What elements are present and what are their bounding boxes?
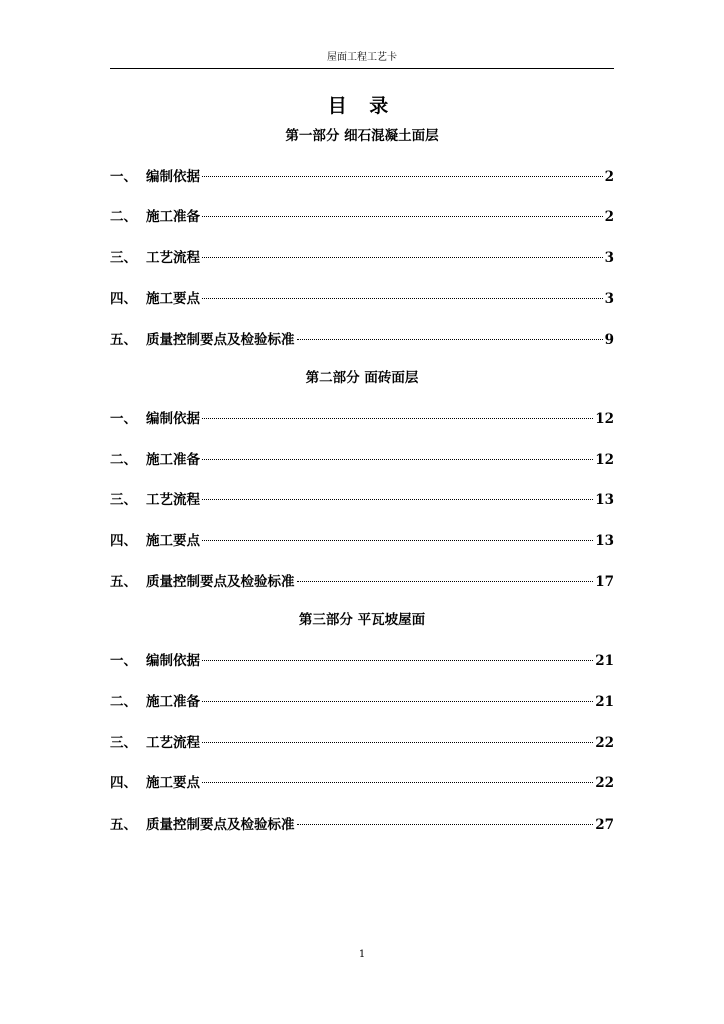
dot-leader bbox=[202, 742, 593, 743]
entry-label: 施工要点 bbox=[146, 775, 200, 791]
dot-leader bbox=[202, 701, 593, 702]
entry-label: 施工要点 bbox=[146, 533, 200, 549]
toc-entry[interactable] bbox=[110, 815, 614, 835]
entry-label: 质量控制要点及检验标准 bbox=[146, 817, 295, 833]
entry-page: 12 bbox=[595, 411, 614, 427]
entry-number: 四、 bbox=[110, 291, 137, 307]
entry-label: 质量控制要点及检验标准 bbox=[146, 574, 295, 590]
toc-entry[interactable] bbox=[110, 773, 614, 793]
entry-page: 2 bbox=[604, 209, 614, 225]
entry-page: 13 bbox=[595, 533, 614, 549]
entry-page: 21 bbox=[595, 694, 614, 710]
entry-label: 施工准备 bbox=[146, 694, 200, 710]
entry-page: 13 bbox=[595, 492, 614, 508]
entry-page: 22 bbox=[595, 775, 614, 791]
entry-number: 三、 bbox=[110, 250, 137, 266]
entry-number: 四、 bbox=[110, 533, 137, 549]
toc-entry[interactable] bbox=[110, 289, 614, 309]
toc-entry[interactable] bbox=[110, 409, 614, 429]
entry-page: 17 bbox=[595, 574, 614, 590]
toc-entry[interactable] bbox=[110, 450, 614, 470]
entry-number: 三、 bbox=[110, 492, 137, 508]
entry-number: 一、 bbox=[110, 411, 137, 427]
entry-page: 2 bbox=[604, 169, 614, 185]
part-title-1: 第一部分 细石混凝土面层 bbox=[285, 128, 439, 144]
dot-leader bbox=[297, 581, 594, 582]
entry-page: 27 bbox=[595, 817, 614, 833]
entry-label: 质量控制要点及检验标准 bbox=[146, 332, 295, 348]
entry-page: 3 bbox=[604, 291, 614, 307]
dot-leader bbox=[297, 824, 594, 825]
entry-number: 五、 bbox=[110, 817, 137, 833]
toc-entry[interactable] bbox=[110, 651, 614, 671]
part-title-2: 第二部分 面砖面层 bbox=[305, 370, 419, 386]
entry-label: 工艺流程 bbox=[146, 735, 200, 751]
entry-number: 四、 bbox=[110, 775, 137, 791]
entry-number: 五、 bbox=[110, 332, 137, 348]
entry-label: 工艺流程 bbox=[146, 492, 200, 508]
entry-page: 21 bbox=[595, 653, 614, 669]
entry-label: 施工准备 bbox=[146, 452, 200, 468]
dot-leader bbox=[202, 176, 603, 177]
part-title-3: 第三部分 平瓦坡屋面 bbox=[298, 612, 426, 628]
toc-entry[interactable] bbox=[110, 733, 614, 753]
dot-leader bbox=[202, 418, 593, 419]
entry-page: 9 bbox=[604, 332, 614, 348]
dot-leader bbox=[202, 298, 603, 299]
entry-number: 五、 bbox=[110, 574, 137, 590]
entry-number: 一、 bbox=[110, 653, 137, 669]
entry-label: 编制依据 bbox=[146, 411, 200, 427]
entry-number: 一、 bbox=[110, 169, 137, 185]
toc-entry[interactable] bbox=[110, 490, 614, 510]
toc-entry[interactable] bbox=[110, 572, 614, 592]
entry-label: 工艺流程 bbox=[146, 250, 200, 266]
entry-label: 编制依据 bbox=[146, 169, 200, 185]
page-header bbox=[110, 50, 614, 69]
entry-number: 二、 bbox=[110, 209, 137, 225]
dot-leader bbox=[202, 459, 593, 460]
dot-leader bbox=[202, 499, 593, 500]
toc-entry[interactable] bbox=[110, 207, 614, 227]
entry-number: 三、 bbox=[110, 735, 137, 751]
dot-leader bbox=[202, 216, 603, 217]
entry-label: 施工准备 bbox=[146, 209, 200, 225]
entry-number: 二、 bbox=[110, 452, 137, 468]
header-title: 屋面工程工艺卡 bbox=[327, 52, 397, 63]
toc-entry[interactable] bbox=[110, 692, 614, 712]
toc-entry[interactable] bbox=[110, 330, 614, 350]
dot-leader bbox=[202, 782, 593, 783]
toc-title: 目 录 bbox=[327, 95, 397, 117]
entry-label: 施工要点 bbox=[146, 291, 200, 307]
dot-leader bbox=[202, 257, 603, 258]
dot-leader bbox=[297, 339, 603, 340]
entry-label: 编制依据 bbox=[146, 653, 200, 669]
dot-leader bbox=[202, 540, 593, 541]
entry-number: 二、 bbox=[110, 694, 137, 710]
dot-leader bbox=[202, 660, 593, 661]
toc-entry[interactable] bbox=[110, 167, 614, 187]
toc-entry[interactable] bbox=[110, 248, 614, 268]
entry-page: 3 bbox=[604, 250, 614, 266]
entry-page: 22 bbox=[595, 735, 614, 751]
toc-entry[interactable] bbox=[110, 531, 614, 551]
entry-page: 12 bbox=[595, 452, 614, 468]
page-number: 1 bbox=[358, 949, 366, 960]
